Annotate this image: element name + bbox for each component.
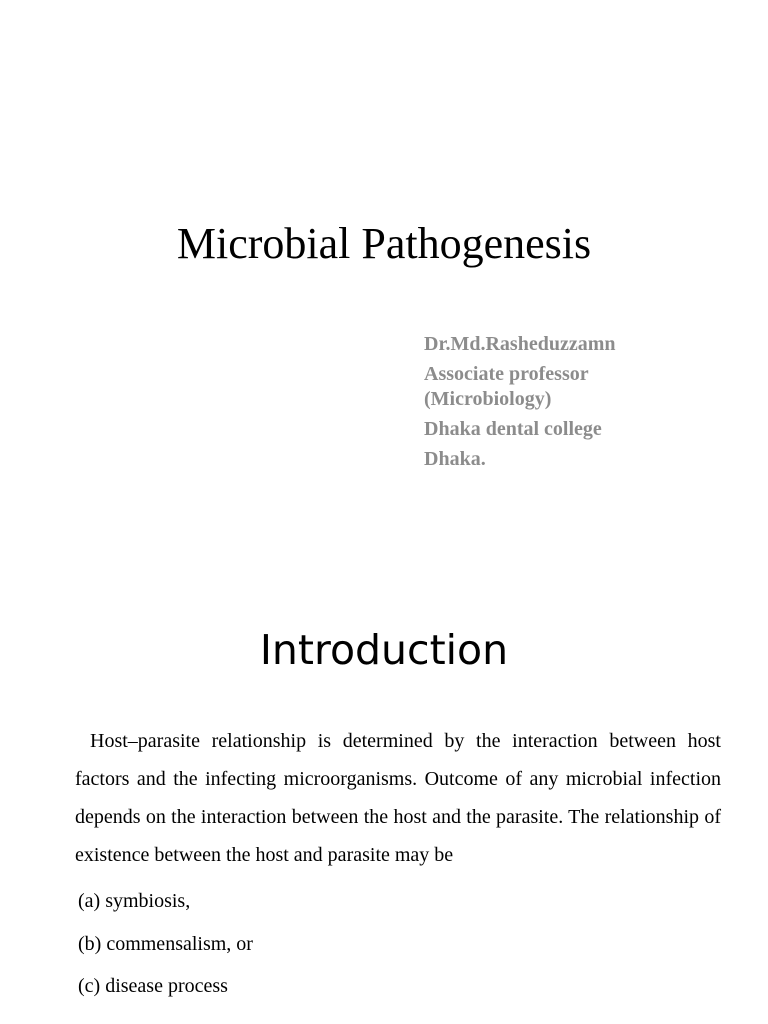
author-position-line1: Associate professor: [424, 363, 589, 385]
list-item: (c) disease process: [78, 975, 228, 997]
intro-paragraph: Host–parasite relationship is determined by the interaction between host factors and the infecting microorganisms. Outcome of any microbial infection depends on the interaction between the host and the parasite. The relationship of existence between the host and parasite may be: [75, 730, 721, 866]
author-block: [424, 332, 744, 477]
relationship-list: [78, 880, 718, 1008]
author-institution: Dhaka dental college: [424, 418, 602, 440]
document-title: Microbial Pathogenesis: [176, 219, 592, 268]
author-position-line2: (Microbiology): [424, 388, 552, 410]
section-heading: Introduction: [259, 626, 509, 674]
author-name: Dr.Md.Rasheduzzamn: [424, 333, 616, 355]
list-item: (b) commensalism, or: [78, 932, 253, 955]
list-item: (a) symbiosis,: [78, 890, 191, 912]
author-city: Dhaka.: [424, 448, 486, 470]
